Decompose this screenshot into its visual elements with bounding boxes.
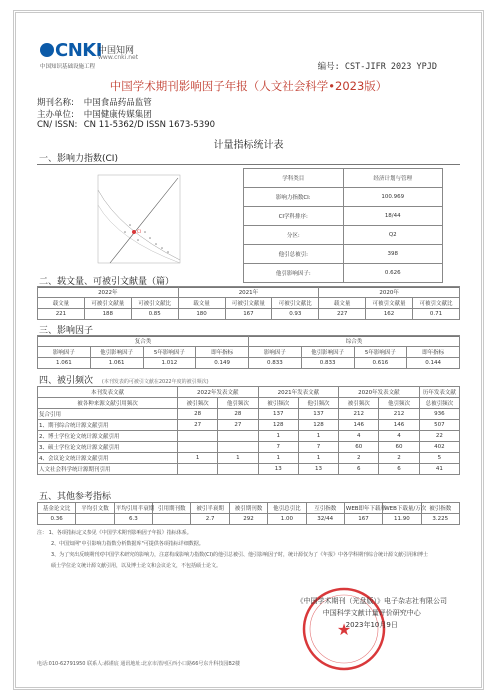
section-citation-note: (本刊发表的可被引文献在2022年度的被引频次) <box>101 379 209 385</box>
seal-star-icon: ★ <box>336 620 352 639</box>
ci-value: 100.969 <box>343 188 443 207</box>
citation-value: 22 <box>419 431 459 442</box>
volume-value: 221 <box>38 309 85 320</box>
citation-value: 212 <box>379 409 419 420</box>
if-value: 1.061 <box>90 358 143 369</box>
note-line: 硕士学位论文统计源文献引用，以及博士论文和会议论文，不包括硕士论文。 <box>51 563 222 569</box>
citation-value: 27 <box>178 420 218 431</box>
ci-label: 分区: <box>244 226 344 245</box>
if-col-header: 即年指标 <box>407 347 460 358</box>
citation-value: 2 <box>379 453 419 464</box>
citation-value <box>218 464 258 475</box>
citation-value: 2 <box>339 453 379 464</box>
citation-row <box>38 442 460 453</box>
volume-col-header: 可被引文献比 <box>272 298 319 309</box>
section-volume-title: 二、载文量、可被引文献量（篇） <box>37 274 460 288</box>
other-value: 1.00 <box>268 514 306 525</box>
note-line: 2、中国知网"中引影响力指数分析数据库"可提供各项指标详细数据。 <box>51 541 204 547</box>
if-col-header: 他引影响因子 <box>301 347 354 358</box>
col-sub-header: 被各种来源文献引用频次 <box>38 398 178 409</box>
if-value: 0.833 <box>249 358 302 369</box>
ci-label: 学科类目 <box>244 169 344 188</box>
citation-sub-header: 他引频次 <box>298 398 338 409</box>
ci-marker-label: CI <box>137 229 141 234</box>
other-value <box>153 514 191 525</box>
citation-value: 27 <box>218 420 258 431</box>
volume-col-header: 可被引文献量 <box>366 298 413 309</box>
ci-row <box>244 169 443 188</box>
ci-row <box>244 207 443 226</box>
note-line: 注： 1、各项指标定义参见《中国学术期刊影响因子年报》指标体系。 <box>37 530 192 536</box>
ci-value: 0.626 <box>343 264 443 283</box>
scatter-point <box>167 251 169 253</box>
other-value <box>76 514 114 525</box>
ci-label: 影响力指数CI: <box>244 188 344 207</box>
journal-name-value: 中国食品药品监管 <box>83 98 152 108</box>
ci-curve-outer <box>98 190 180 260</box>
volume-value: 180 <box>178 309 225 320</box>
section-ci-title: 一、影响力指数(CI) <box>37 151 460 165</box>
journal-issn-value: CN 11-5362/D ISSN 1673-5390 <box>83 120 216 130</box>
volume-col-header: 载文量 <box>38 298 85 309</box>
document-number: 编号: CST-JIFR 2023 YPJD <box>317 62 437 72</box>
citation-value: 4 <box>379 431 419 442</box>
ci-value: 经济计划与管理 <box>343 169 443 188</box>
other-value: 0.36 <box>38 514 76 525</box>
journal-name-row <box>37 96 152 108</box>
citation-value: 13 <box>298 464 338 475</box>
citation-value: 1 <box>178 453 218 464</box>
logo-subtitle: 中国知识基础设施工程 <box>40 64 96 70</box>
citation-value: 6 <box>339 464 379 475</box>
citation-value: 1 <box>218 453 258 464</box>
stat-table-title: 计量指标统计表 <box>213 140 284 151</box>
volume-col-header: 可被引文献量 <box>84 298 131 309</box>
citation-value: 7 <box>298 442 338 453</box>
other-value: 6.3 <box>114 514 152 525</box>
other-col-header: WEB即年下载率 <box>344 503 382 514</box>
volume-col-header: 可被引文献比 <box>131 298 178 309</box>
signature-center: 中国科学文献计量评价研究中心 <box>322 609 421 617</box>
citation-value: 146 <box>379 420 419 431</box>
if-value: 0.833 <box>301 358 354 369</box>
year-2021-header: 2021年 <box>178 287 319 298</box>
citation-sub-header: 他引频次 <box>218 398 258 409</box>
citation-sub-header: 被引频次 <box>178 398 218 409</box>
section-if-title: 三、影响因子 <box>37 323 460 337</box>
journal-host-value: 中国健康传媒集团 <box>83 110 152 120</box>
scatter-point <box>124 231 126 233</box>
other-value: 11.90 <box>383 514 421 525</box>
citation-value: 28 <box>218 409 258 420</box>
volume-col-header: 载文量 <box>178 298 225 309</box>
chart-frame <box>98 175 180 263</box>
citation-sub-header: 他引频次 <box>379 398 419 409</box>
citation-value: 13 <box>258 464 298 475</box>
logo-url: www.cnki.net <box>98 54 139 61</box>
citation-value: 212 <box>339 409 379 420</box>
citation-value: 128 <box>298 420 338 431</box>
col-main-header: 本刊发表文献 <box>38 387 178 398</box>
other-value: 3.225 <box>421 514 459 525</box>
citation-row <box>38 431 460 442</box>
citation-value: 4 <box>339 431 379 442</box>
volume-value: 167 <box>225 309 272 320</box>
ci-info-table <box>243 168 443 283</box>
ci-value: Q2 <box>343 226 443 245</box>
other-col-header: 引用期刊数 <box>153 503 191 514</box>
citation-value: 507 <box>419 420 459 431</box>
citation-sub-header: 总被引频次 <box>419 398 459 409</box>
volume-value: 0.71 <box>413 309 460 320</box>
if-value: 1.012 <box>143 358 196 369</box>
other-col-header: 被引期刊数 <box>229 503 267 514</box>
citation-row-label: 人文社会科学统计源期刊引用 <box>38 464 178 475</box>
other-col-header: WEB下载量/万次 <box>383 503 421 514</box>
other-col-header: 基金论文比 <box>38 503 76 514</box>
if-col-header: 影响因子 <box>38 347 91 358</box>
journal-issn-row <box>37 120 215 130</box>
logo-text: CNKI <box>55 40 102 61</box>
globe-icon <box>40 43 54 57</box>
citation-value: 60 <box>339 442 379 453</box>
section-citation-label: 四、被引频次 <box>39 376 94 386</box>
if-value: 1.061 <box>38 358 91 369</box>
citation-value <box>178 442 218 453</box>
other-col-header: 互引指数 <box>306 503 344 514</box>
citation-value: 5 <box>419 453 459 464</box>
citation-table <box>37 386 460 475</box>
year-group-header: 历年发表文献 <box>419 387 459 398</box>
citation-value <box>178 464 218 475</box>
citation-row-label: 1、期刊综合统计源文献引用 <box>38 420 178 431</box>
if-col-header: 即年指标 <box>196 347 249 358</box>
group-composite-header: 复合类 <box>38 336 249 347</box>
journal-host-row <box>37 108 152 120</box>
citation-row-label: 复合引用 <box>38 409 178 420</box>
citation-sub-header: 被引频次 <box>258 398 298 409</box>
volume-table <box>37 286 460 320</box>
ci-row <box>244 245 443 264</box>
citation-value: 28 <box>178 409 218 420</box>
report-title: 中国学术期刊影响因子年报（人文社会科学•2023版） <box>109 79 388 93</box>
year-group-header: 2021年发表文献 <box>258 387 339 398</box>
citation-value: 1 <box>258 431 298 442</box>
scatter-point <box>155 243 157 245</box>
citation-value: 6 <box>379 464 419 475</box>
citation-value: 60 <box>379 442 419 453</box>
scatter-point <box>137 239 139 241</box>
other-col-header: 平均引用半衰期 <box>114 503 152 514</box>
group-comprehensive-header: 综合类 <box>249 336 460 347</box>
ci-value: 398 <box>343 245 443 264</box>
ci-journal-marker <box>132 230 136 234</box>
citation-value: 936 <box>419 409 459 420</box>
citation-value: 146 <box>339 420 379 431</box>
impact-factor-table <box>37 335 460 369</box>
ci-label: CI学科排序: <box>244 207 344 226</box>
volume-value: 0.93 <box>272 309 319 320</box>
scatter-point <box>161 247 163 249</box>
footer-contact: 电话:010-62791950 联系人:郝谨宸 通讯地址:北京市清河区西小口路66号东升科技园B2楼 <box>37 661 241 667</box>
year-group-header: 2020年发表文献 <box>339 387 420 398</box>
cnki-logo <box>40 40 190 70</box>
ci-curve-inner <box>98 205 180 263</box>
signature-block <box>297 595 448 631</box>
citation-row-label: 3、硕士学位论文统计源文献引用 <box>38 442 178 453</box>
section-other-title: 五、其他参考指标 <box>37 489 460 503</box>
citation-value: 1 <box>298 453 338 464</box>
citation-value: 1 <box>258 453 298 464</box>
journal-host-label: 主办单位: <box>37 110 74 120</box>
note-line: 3、为了突出反映期刊对中国学术研究的影响力，注意构成影响力指数(CI)的他引总被引、他引影响因子时，统计源仅为了《年报》中各学科期刊综合统计源文献引用和博士 <box>51 552 429 558</box>
citation-value <box>218 431 258 442</box>
signature-company: 《中国学术期刊（光盘版）》电子杂志社有限公司 <box>296 597 447 605</box>
volume-value: 188 <box>84 309 131 320</box>
ci-scatter-chart <box>90 170 185 270</box>
citation-row <box>38 464 460 475</box>
if-value: 0.616 <box>354 358 407 369</box>
other-col-header: 被引半衰期 <box>191 503 229 514</box>
journal-name-label: 期刊名称: <box>37 98 74 108</box>
volume-value: 0.85 <box>131 309 178 320</box>
ci-row <box>244 226 443 245</box>
other-value: 2.7 <box>191 514 229 525</box>
citation-row <box>38 453 460 464</box>
citation-row <box>38 409 460 420</box>
volume-value: 162 <box>366 309 413 320</box>
if-col-header: 5年影响因子 <box>143 347 196 358</box>
other-col-header: 被引指数 <box>421 503 459 514</box>
ci-label: 他引总被引: <box>244 245 344 264</box>
scatter-point <box>129 224 131 226</box>
ci-label: 他引影响因子: <box>244 264 344 283</box>
ci-row <box>244 188 443 207</box>
citation-value: 41 <box>419 464 459 475</box>
year-2022-header: 2022年 <box>38 287 179 298</box>
citation-row-label: 2、博士学位论文统计源文献引用 <box>38 431 178 442</box>
other-value: 292 <box>229 514 267 525</box>
journal-issn-label: CN/ ISSN: <box>37 120 78 130</box>
citation-value <box>218 442 258 453</box>
other-col-header: 他引总引比 <box>268 503 306 514</box>
logo-cn-name: 中国知网 <box>98 46 135 56</box>
scatter-point <box>144 231 146 233</box>
volume-value: 227 <box>319 309 366 320</box>
citation-value: 128 <box>258 420 298 431</box>
citation-sub-header: 被引频次 <box>339 398 379 409</box>
citation-row-label: 4、会议论文统计源文献引用 <box>38 453 178 464</box>
volume-col-header: 可被引文献量 <box>225 298 272 309</box>
citation-value <box>178 431 218 442</box>
if-col-header: 他引影响因子 <box>90 347 143 358</box>
section-citation-title <box>37 373 460 387</box>
year-group-header: 2022年发表文献 <box>178 387 259 398</box>
citation-value: 7 <box>258 442 298 453</box>
signature-date: 2023年10月9日 <box>345 621 398 629</box>
volume-col-header: 载文量 <box>319 298 366 309</box>
scatter-point <box>149 237 151 239</box>
ci-diagonal-line <box>110 178 178 263</box>
if-col-header: 5年影响因子 <box>354 347 407 358</box>
other-value: 167 <box>344 514 382 525</box>
other-value: 32/44 <box>306 514 344 525</box>
other-indicators-table <box>37 502 460 525</box>
ci-value: 18/44 <box>343 207 443 226</box>
notes-block <box>37 528 460 572</box>
if-value: 0.144 <box>407 358 460 369</box>
citation-value: 1 <box>298 431 338 442</box>
if-col-header: 影响因子 <box>249 347 302 358</box>
citation-value: 402 <box>419 442 459 453</box>
volume-col-header: 可被引文献比 <box>413 298 460 309</box>
citation-value: 137 <box>258 409 298 420</box>
year-2020-header: 2020年 <box>319 287 460 298</box>
other-col-header: 平均引文数 <box>76 503 114 514</box>
citation-row <box>38 420 460 431</box>
citation-value: 137 <box>298 409 338 420</box>
if-value: 0.149 <box>196 358 249 369</box>
